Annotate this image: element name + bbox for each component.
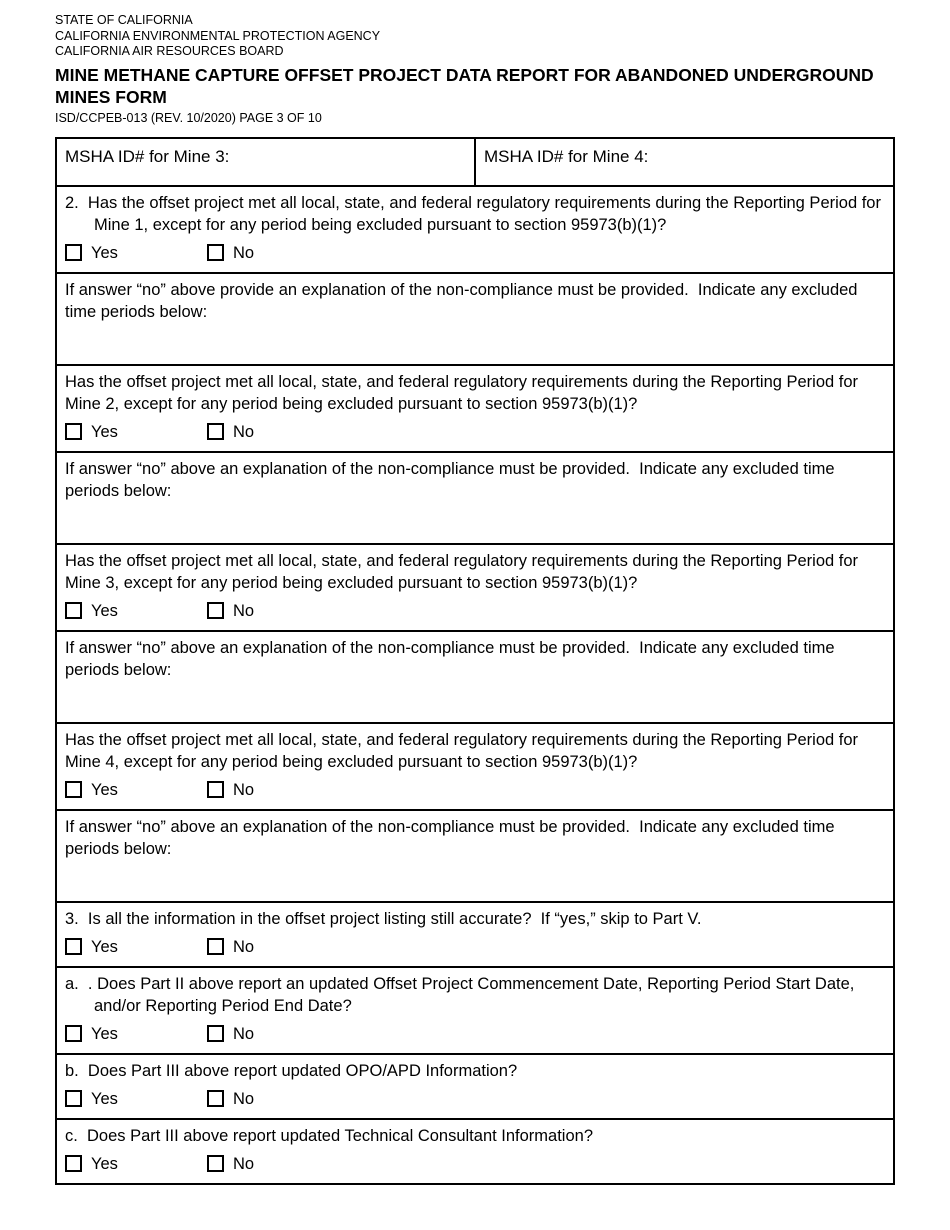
qc-yes-checkbox[interactable] bbox=[65, 1153, 207, 1175]
question-b-row bbox=[57, 1053, 893, 1118]
checkbox-icon[interactable] bbox=[65, 1155, 82, 1172]
explanation-mine2-text: If answer “no” above an explanation of the non-compliance must be provided. Indicate any excluded time periods below: bbox=[65, 459, 835, 500]
mine3-answer-options bbox=[65, 599, 885, 623]
checkbox-icon[interactable] bbox=[65, 938, 82, 955]
msha-mine4-field[interactable] bbox=[474, 139, 893, 185]
yes-label: Yes bbox=[91, 422, 118, 441]
question-c-row bbox=[57, 1118, 893, 1183]
explanation-mine4-text: If answer “no” above an explanation of the non-compliance must be provided. Indicate any excluded time periods below: bbox=[65, 817, 835, 858]
checkbox-icon[interactable] bbox=[65, 1090, 82, 1107]
qa-no-checkbox[interactable] bbox=[207, 1023, 254, 1045]
q3-answer-options bbox=[65, 935, 885, 959]
checkbox-icon[interactable] bbox=[65, 781, 82, 798]
no-label: No bbox=[233, 243, 255, 262]
form-title: MINE METHANE CAPTURE OFFSET PROJECT DATA REPORT FOR ABANDONED UNDERGROUND MINES FORM bbox=[55, 64, 874, 107]
explanation-mine2-row bbox=[57, 451, 893, 543]
checkbox-icon[interactable] bbox=[207, 1025, 224, 1042]
question-mine4-row bbox=[57, 722, 893, 809]
explanation-mine3-answer-area[interactable] bbox=[65, 681, 885, 715]
mine4-answer-options bbox=[65, 778, 885, 802]
question-mine3-text: Has the offset project met all local, state, and federal regulatory requirements during the Reporting Period for Mine 3, except for any period being excluded pursuant to section 95973(b)(1)? bbox=[65, 551, 859, 592]
question-c-text: c. Does Part III above report updated Technical Consultant Information? bbox=[65, 1126, 593, 1145]
agency-line-1: STATE OF CALIFORNIA bbox=[55, 13, 193, 27]
checkbox-icon[interactable] bbox=[207, 781, 224, 798]
mine2-no-checkbox[interactable] bbox=[207, 421, 254, 443]
question-a-text: a. . Does Part II above report an updated Offset Project Commencement Date, Reporting Period Start Date, and/or Reporting Period End Date? bbox=[65, 974, 855, 1015]
no-label: No bbox=[233, 1089, 255, 1108]
question-a-row bbox=[57, 966, 893, 1053]
qa-answer-options bbox=[65, 1022, 885, 1046]
mine4-yes-checkbox[interactable] bbox=[65, 779, 207, 801]
yes-label: Yes bbox=[91, 937, 118, 956]
qb-no-checkbox[interactable] bbox=[207, 1088, 254, 1110]
q2-yes-checkbox[interactable] bbox=[65, 242, 207, 264]
explanation-mine2-answer-area[interactable] bbox=[65, 502, 885, 536]
checkbox-icon[interactable] bbox=[65, 244, 82, 261]
agency-line-3: CALIFORNIA AIR RESOURCES BOARD bbox=[55, 44, 284, 58]
form-table bbox=[55, 137, 895, 1185]
question-2-row bbox=[57, 185, 893, 272]
yes-label: Yes bbox=[91, 1089, 118, 1108]
yes-label: Yes bbox=[91, 780, 118, 799]
msha-mine3-field[interactable] bbox=[57, 139, 474, 185]
qc-answer-options bbox=[65, 1152, 885, 1176]
checkbox-icon[interactable] bbox=[65, 1025, 82, 1042]
question-mine2-row bbox=[57, 364, 893, 451]
explanation-mine3-text: If answer “no” above an explanation of the non-compliance must be provided. Indicate any excluded time periods below: bbox=[65, 638, 835, 679]
question-3-row bbox=[57, 901, 893, 966]
form-header bbox=[55, 13, 895, 126]
question-b-text: b. Does Part III above report updated OPO/APD Information? bbox=[65, 1061, 518, 1080]
qb-yes-checkbox[interactable] bbox=[65, 1088, 207, 1110]
no-label: No bbox=[233, 601, 255, 620]
q3-yes-checkbox[interactable] bbox=[65, 936, 207, 958]
checkbox-icon[interactable] bbox=[207, 423, 224, 440]
no-label: No bbox=[233, 1154, 255, 1173]
no-label: No bbox=[233, 780, 255, 799]
no-label: No bbox=[233, 1024, 255, 1043]
explanation-mine4-answer-area[interactable] bbox=[65, 860, 885, 894]
qb-answer-options bbox=[65, 1087, 885, 1111]
checkbox-icon[interactable] bbox=[207, 1090, 224, 1107]
yes-label: Yes bbox=[91, 601, 118, 620]
question-mine4-text: Has the offset project met all local, state, and federal regulatory requirements during the Reporting Period for Mine 4, except for any period being excluded pursuant to section 95973(b)(1)? bbox=[65, 730, 859, 771]
qa-yes-checkbox[interactable] bbox=[65, 1023, 207, 1045]
msha-mine4-label: MSHA ID# for Mine 4: bbox=[484, 146, 649, 166]
question-mine3-row bbox=[57, 543, 893, 630]
checkbox-icon[interactable] bbox=[65, 423, 82, 440]
checkbox-icon[interactable] bbox=[207, 938, 224, 955]
q2-answer-options bbox=[65, 241, 885, 265]
msha-id-row bbox=[57, 139, 893, 185]
q3-no-checkbox[interactable] bbox=[207, 936, 254, 958]
yes-label: Yes bbox=[91, 243, 118, 262]
mine2-answer-options bbox=[65, 420, 885, 444]
checkbox-icon[interactable] bbox=[207, 244, 224, 261]
form-number: ISD/CCPEB-013 (REV. 10/2020) PAGE 3 OF 10 bbox=[55, 110, 322, 125]
msha-mine3-label: MSHA ID# for Mine 3: bbox=[65, 146, 230, 166]
explanation-mine1-answer-area[interactable] bbox=[65, 323, 885, 357]
no-label: No bbox=[233, 422, 255, 441]
qc-no-checkbox[interactable] bbox=[207, 1153, 254, 1175]
checkbox-icon[interactable] bbox=[207, 1155, 224, 1172]
question-2-text: 2. Has the offset project met all local, state, and federal regulatory requirements during the Reporting Period for Mine 1, except for any period being excluded pursuant to section 95973(b)(1)? bbox=[65, 193, 881, 234]
mine3-no-checkbox[interactable] bbox=[207, 600, 254, 622]
question-3-text: 3. Is all the information in the offset project listing still accurate? If “yes,” skip to Part V. bbox=[65, 909, 702, 928]
checkbox-icon[interactable] bbox=[65, 602, 82, 619]
mine2-yes-checkbox[interactable] bbox=[65, 421, 207, 443]
mine4-no-checkbox[interactable] bbox=[207, 779, 254, 801]
q2-no-checkbox[interactable] bbox=[207, 242, 254, 264]
yes-label: Yes bbox=[91, 1154, 118, 1173]
explanation-mine3-row bbox=[57, 630, 893, 722]
explanation-mine1-row bbox=[57, 272, 893, 364]
mine3-yes-checkbox[interactable] bbox=[65, 600, 207, 622]
explanation-mine1-text: If answer “no” above provide an explanation of the non-compliance must be provided. Indicate any excluded time periods below: bbox=[65, 280, 858, 321]
agency-line-2: CALIFORNIA ENVIRONMENTAL PROTECTION AGENCY bbox=[55, 28, 381, 43]
yes-label: Yes bbox=[91, 1024, 118, 1043]
question-mine2-text: Has the offset project met all local, state, and federal regulatory requirements during the Reporting Period for Mine 2, except for any period being excluded pursuant to section 95973(b)(1)? bbox=[65, 372, 859, 413]
checkbox-icon[interactable] bbox=[207, 602, 224, 619]
explanation-mine4-row bbox=[57, 809, 893, 901]
no-label: No bbox=[233, 937, 255, 956]
